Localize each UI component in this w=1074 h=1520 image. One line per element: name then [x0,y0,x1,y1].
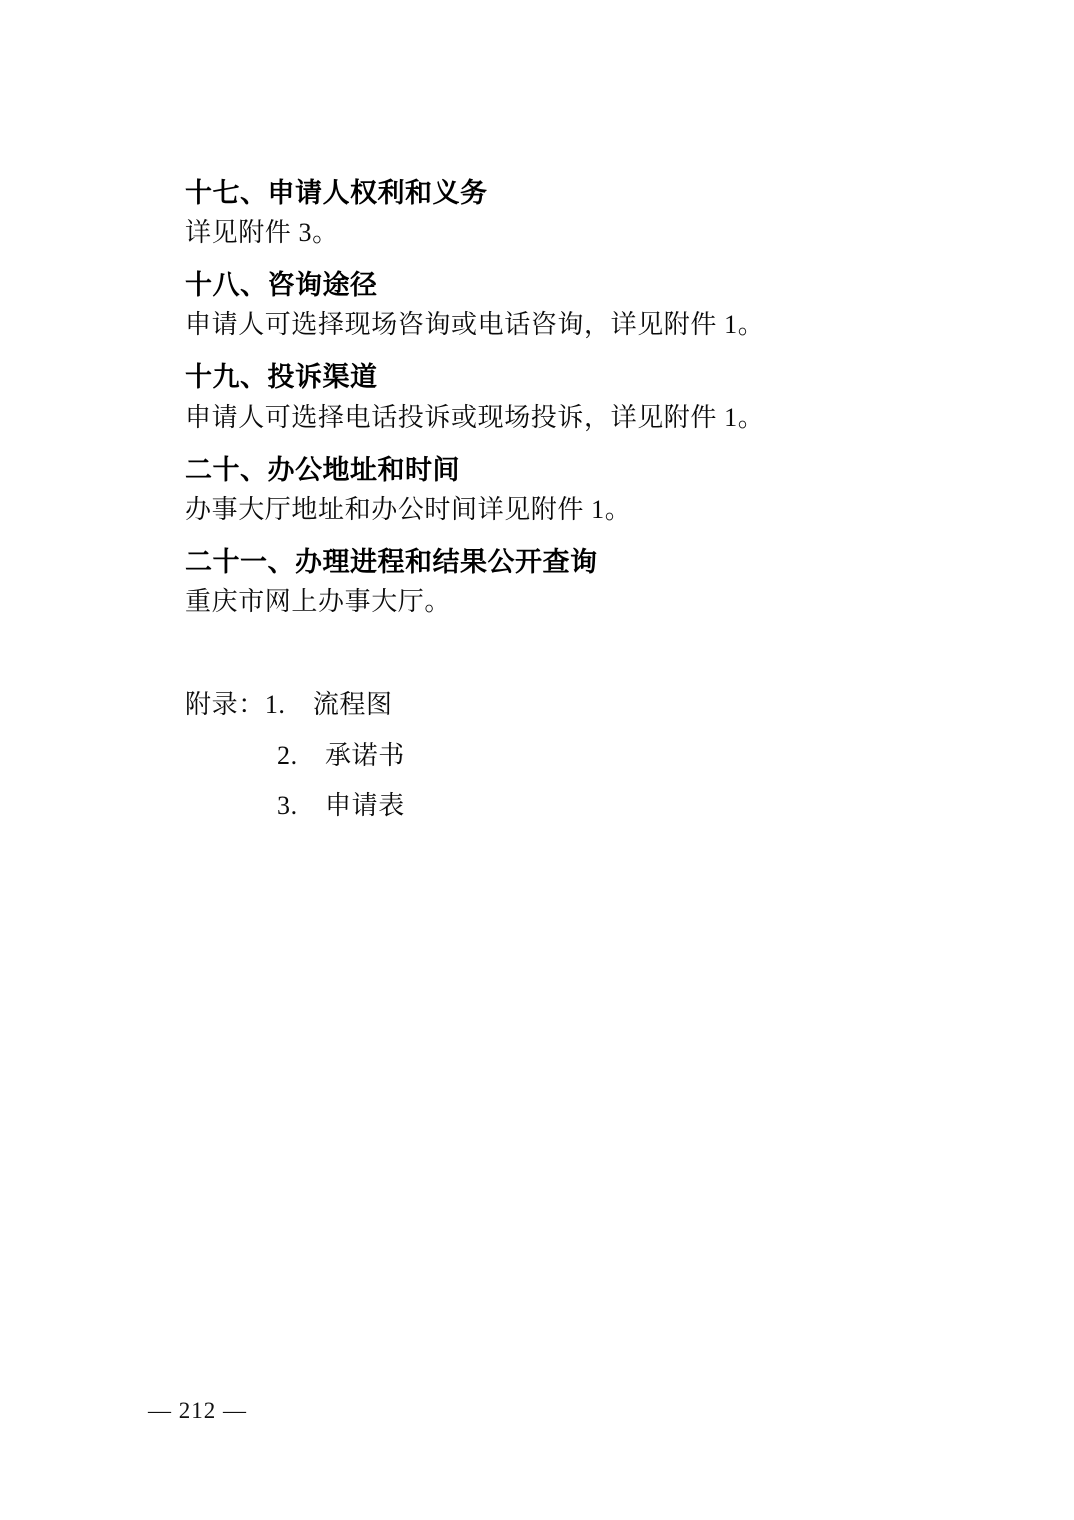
appendix-item [185,689,885,722]
section-block [185,178,885,248]
section-heading: 十九、投诉渠道 [185,362,378,394]
appendix-item [185,740,885,773]
section-paragraph: 申请人可选择电话投诉或现场投诉，详见附件 1。 [185,402,765,432]
section-paragraph: 办事大厅地址和办公时间详见附件 1。 [185,494,632,524]
appendix-item [185,790,885,823]
appendix-label: 附录： [185,690,265,720]
section-block [185,362,885,432]
section-heading: 二十一、办理进程和结果公开查询 [185,546,598,578]
appendix-list [185,689,885,823]
appendix-item-number: 1. [264,690,286,720]
section-paragraph: 申请人可选择现场咨询或电话咨询，详见附件 1。 [185,310,765,340]
appendix-item-text: 流程图 [312,690,393,720]
section-block [185,547,885,617]
appendix-item-text: 承诺书 [325,740,405,770]
section-paragraph: 重庆市网上办事大厅。 [185,586,452,616]
section-paragraph: 详见附件 3。 [185,218,339,248]
page-number: — 212 — [148,1398,247,1423]
section-heading: 十七、申请人权利和义务 [185,178,488,209]
appendix-item-number: 3. [277,791,298,821]
section-heading: 十八、咨询途径 [185,270,378,302]
section-block [185,455,885,525]
document-body [185,178,885,841]
appendix-item-text: 申请表 [325,791,405,821]
section-heading: 二十、办公地址和时间 [185,454,460,486]
appendix-item-number: 2. [277,740,298,770]
section-block [185,270,885,340]
